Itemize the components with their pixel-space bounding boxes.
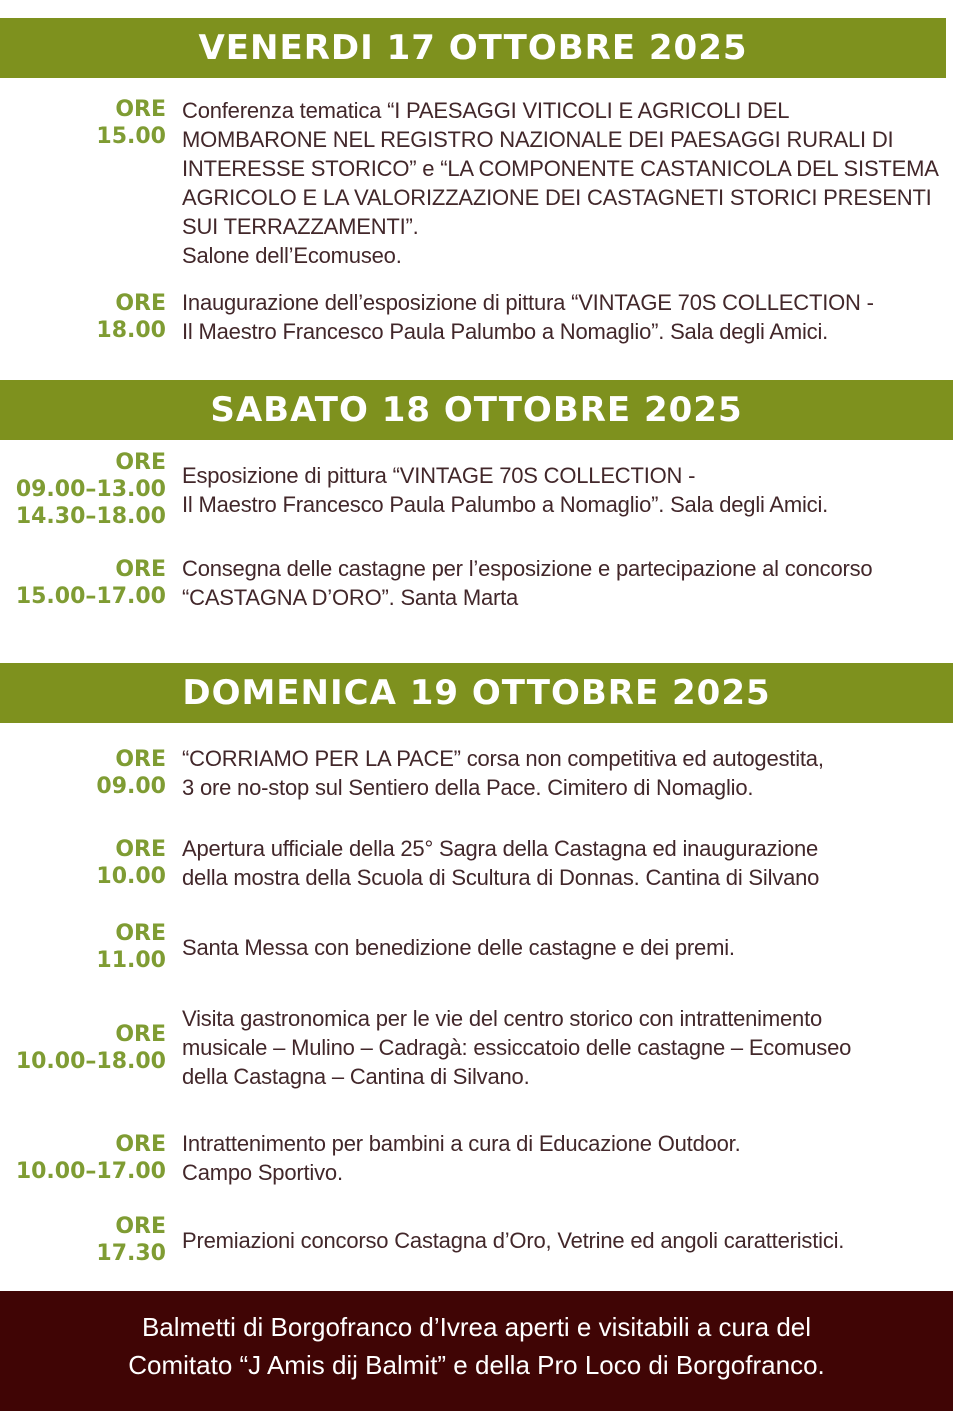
- event-time: [0, 1131, 166, 1185]
- description-line: MOMBARONE NEL REGISTRO NAZIONALE DEI PAESAGGI RURALI DI: [182, 127, 894, 152]
- description-line: della Castagna – Cantina di Silvano.: [182, 1064, 530, 1089]
- description-line: Campo Sportivo.: [182, 1160, 343, 1185]
- event-description: [182, 554, 942, 612]
- description-line: Salone dell’Ecomuseo.: [182, 243, 402, 268]
- event-time: [0, 556, 166, 610]
- event-time: [0, 449, 166, 530]
- description-line: della mostra della Scuola di Scultura di Donnas. Cantina di Silvano: [182, 865, 820, 890]
- section-domenica: [0, 663, 953, 1267]
- description-line: Visita gastronomica per le vie del centro storico con intrattenimento: [182, 1006, 823, 1031]
- event-time: [0, 1021, 166, 1075]
- event-description: [182, 96, 942, 270]
- description-line: Il Maestro Francesco Paula Palumbo a Nomaglio”. Sala degli Amici.: [182, 319, 829, 344]
- event-time: [0, 920, 166, 974]
- event-time-line: ORE: [115, 1021, 166, 1047]
- description-line: 3 ore no-stop sul Sentiero della Pace. Cimitero di Nomaglio.: [182, 775, 754, 800]
- event-time: [0, 1213, 166, 1267]
- event-description: [182, 1226, 942, 1255]
- section-sabato: [0, 380, 953, 612]
- event-description: [182, 461, 942, 519]
- event-description: [182, 834, 942, 892]
- footer-line: Comitato “J Amis dij Balmit” e della Pro Loco di Borgofranco.: [128, 1350, 825, 1380]
- event-time-line: ORE: [115, 450, 166, 475]
- entries-venerdi: [0, 78, 953, 346]
- event-description: [182, 1129, 942, 1187]
- event-time: [0, 290, 166, 344]
- event-time-line: ORE: [115, 1132, 166, 1157]
- day-header-bar: [0, 380, 953, 440]
- event-time-line: 14.30–18.00: [15, 504, 166, 529]
- event-time-line: 18.00: [96, 318, 166, 343]
- event-time-line: 10.00–18.00: [15, 1048, 166, 1074]
- event-time-line: ORE: [115, 97, 166, 122]
- description-line: Intrattenimento per bambini a cura di Educazione Outdoor.: [182, 1131, 741, 1156]
- day-header-bar: [0, 18, 946, 78]
- day-title: VENERDI 17 OTTOBRE 2025: [198, 28, 748, 68]
- event-description: [182, 744, 942, 802]
- day-title: DOMENICA 19 OTTOBRE 2025: [182, 673, 771, 713]
- description-line: Conferenza tematica “I PAESAGGI VITICOLI E AGRICOLI DEL: [182, 98, 790, 123]
- description-line: AGRICOLO E LA VALORIZZAZIONE DEI CASTAGNETI STORICI PRESENTI: [182, 185, 932, 210]
- event-time-line: ORE: [115, 557, 166, 582]
- event-time-line: ORE: [115, 921, 166, 946]
- event-entry: [0, 834, 953, 892]
- description-line: Apertura ufficiale della 25° Sagra della Castagna ed inaugurazione: [182, 836, 819, 861]
- day-header-bar: [0, 663, 953, 723]
- event-time-line: 09.00–13.00: [15, 477, 166, 502]
- description-line: Esposizione di pittura “VINTAGE 70S COLLECTION -: [182, 462, 696, 488]
- event-entry: [0, 1004, 953, 1091]
- section-venerdi: [0, 18, 953, 346]
- description-line: Inaugurazione dell’esposizione di pittura “VINTAGE 70S COLLECTION -: [182, 290, 874, 315]
- event-time-line: ORE: [115, 747, 166, 772]
- description-line: “CORRIAMO PER LA PACE” corsa non competitiva ed autogestita,: [182, 746, 824, 771]
- footer-line: Balmetti di Borgofranco d’Ivrea aperti e visitabili a cura del: [141, 1312, 812, 1342]
- event-time: [0, 96, 166, 150]
- event-entry: [0, 288, 953, 346]
- event-time-line: ORE: [115, 1214, 166, 1239]
- event-time-line: 15.00: [96, 124, 166, 149]
- event-description: [182, 288, 942, 346]
- event-time-line: 10.00–17.00: [15, 1159, 166, 1184]
- event-time: [0, 836, 166, 890]
- event-entry: [0, 744, 953, 802]
- event-description: [182, 1004, 942, 1091]
- description-line: musicale – Mulino – Cadragà: essiccatoio delle castagne – Ecomuseo: [182, 1035, 852, 1060]
- event-time: [0, 746, 166, 800]
- event-time-line: 17.30: [96, 1241, 166, 1266]
- event-entry: [0, 96, 953, 270]
- description-line: Premiazioni concorso Castagna d’Oro, Vetrine ed angoli caratteristici.: [182, 1227, 845, 1253]
- event-entry: [0, 1129, 953, 1187]
- event-time-line: ORE: [115, 291, 166, 316]
- event-time-line: ORE: [115, 837, 166, 862]
- event-time-line: 11.00: [96, 948, 166, 973]
- description-line: Consegna delle castagne per l’esposizione e partecipazione al concorso: [182, 556, 873, 581]
- event-entry: [0, 1213, 953, 1267]
- event-entry: [0, 554, 953, 612]
- footer-note: [0, 1291, 953, 1411]
- day-title: SABATO 18 OTTOBRE 2025: [210, 390, 743, 430]
- event-entry: [0, 920, 953, 974]
- event-entry: [0, 449, 953, 530]
- entries-sabato: [0, 440, 953, 612]
- description-line: Il Maestro Francesco Paula Palumbo a Nomaglio”. Sala degli Amici.: [182, 491, 829, 517]
- event-description: [182, 933, 942, 962]
- event-time-line: 10.00: [96, 864, 166, 889]
- event-time-line: 09.00: [96, 774, 166, 799]
- description-line: Santa Messa con benedizione delle castagne e dei premi.: [182, 934, 735, 960]
- entries-domenica: [0, 723, 953, 1267]
- description-line: INTERESSE STORICO” e “LA COMPONENTE CASTANICOLA DEL SISTEMA: [182, 156, 939, 181]
- event-time-line: 15.00–17.00: [15, 584, 166, 609]
- description-line: “CASTAGNA D’ORO”. Santa Marta: [182, 585, 519, 610]
- description-line: SUI TERRAZZAMENTI”.: [182, 214, 419, 239]
